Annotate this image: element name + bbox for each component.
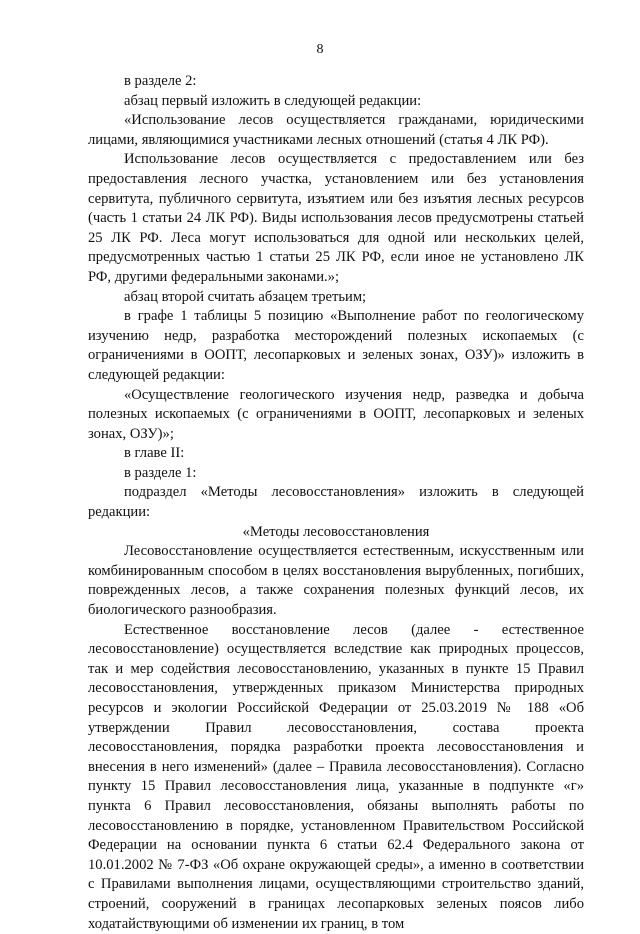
paragraph-second-abzac-instruction: абзац второй считать абзацем третьим; — [124, 288, 367, 305]
paragraph-first-abzac-instruction: абзац первый изложить в следующей редакции: — [124, 92, 422, 109]
paragraph-section-2: в разделе 2: — [124, 73, 197, 89]
paragraph-subsection-instruction: подраздел «Методы лесовосстановления» изложить в следующей редакции: — [88, 484, 584, 521]
paragraph-reforestation-methods: Лесовосстановление осуществляется естественным, искусственным или комбинированным способом в целях восстановления вырубленных, погибших, поврежденных лесов, а также сохранения полезных функций лесов, их биологического разнообразия. — [88, 543, 584, 619]
paragraph-table-5-instruction: в графе 1 таблицы 5 позицию «Выполнение работ по геологическому изучению недр, разработка месторождений полезных ископаемых (с ограничениями в ООПТ, лесопарковых и зеленых зонах, ОЗУ)» изложить в следующей редакции: — [88, 308, 584, 383]
paragraph-geological-study-new-wording: «Осуществление геологического изучения недр, разведка и добыча полезных ископаемых (с ограничениями в ООПТ, лесопарковых и зеленых зонах, ОЗУ)»; — [88, 386, 584, 442]
paragraph-forest-use-subjects: «Использование лесов осуществляется гражданами, юридическими лицами, являющимися участниками лесных отношений (статья 4 ЛК РФ). — [88, 112, 584, 148]
section-heading: «Методы лесовосстановления — [242, 523, 430, 540]
paragraph-natural-reforestation: Естественное восстановление лесов (далее - естественное лесовосстановление) осуществляется вследствие как природных процессов, так и мер содействия лесовосстановлению, указанных в пункте 15 Правил лесовосстановления, утвержденных приказом Министерства природных ресурсов и экологии Российской Федерации от 25.03.2019 № 188 «Об утверждении Правил лесовосстановления, состава проекта лесовосстановления, порядка разработки проекта лесовосстановления и внесения в него изменений» (далее – Правила лесовосстановления). Согласно пункту 15 Правил лесовосстановления лица, указанные в подпункте «г» пункта 6 Правил лесовосстановления, обязаны выполнять работы по лесовосстановлению в порядке, установленном Правительством Российской Федерации на основании пункта 6 статьи 62.4 Федерального закона от 10.01.2002 № 7-ФЗ «Об охране окружающей среды», а именно в соответствии с Правилами выполнения лицами, осуществляющими строительство зданий, строений, сооружений в границах лесопарковых зеленых поясов либо ходатайствующими об изменении их границ, в том — [88, 621, 584, 932]
paragraph-chapter-2: в главе II: — [124, 445, 185, 462]
page-number: 8 — [316, 42, 324, 57]
document-body — [88, 72, 584, 934]
paragraph-section-1: в разделе 1: — [124, 464, 197, 481]
paragraph-forest-use-modes: Использование лесов осуществляется с предоставлением или без предоставления лесного участка, установлением или без установления сервитута, публичного сервитута, изъятием или без изъятия лесных ресурсов (часть 1 статьи 24 ЛК РФ). Виды использования лесов предусмотрены статьей 25 ЛК РФ. Леса могут использоваться для одной или нескольких целей, предусмотренных частью 1 статьи 25 ЛК РФ, если иное не установлено ЛК РФ, другими федеральными законами.»; — [88, 151, 584, 285]
